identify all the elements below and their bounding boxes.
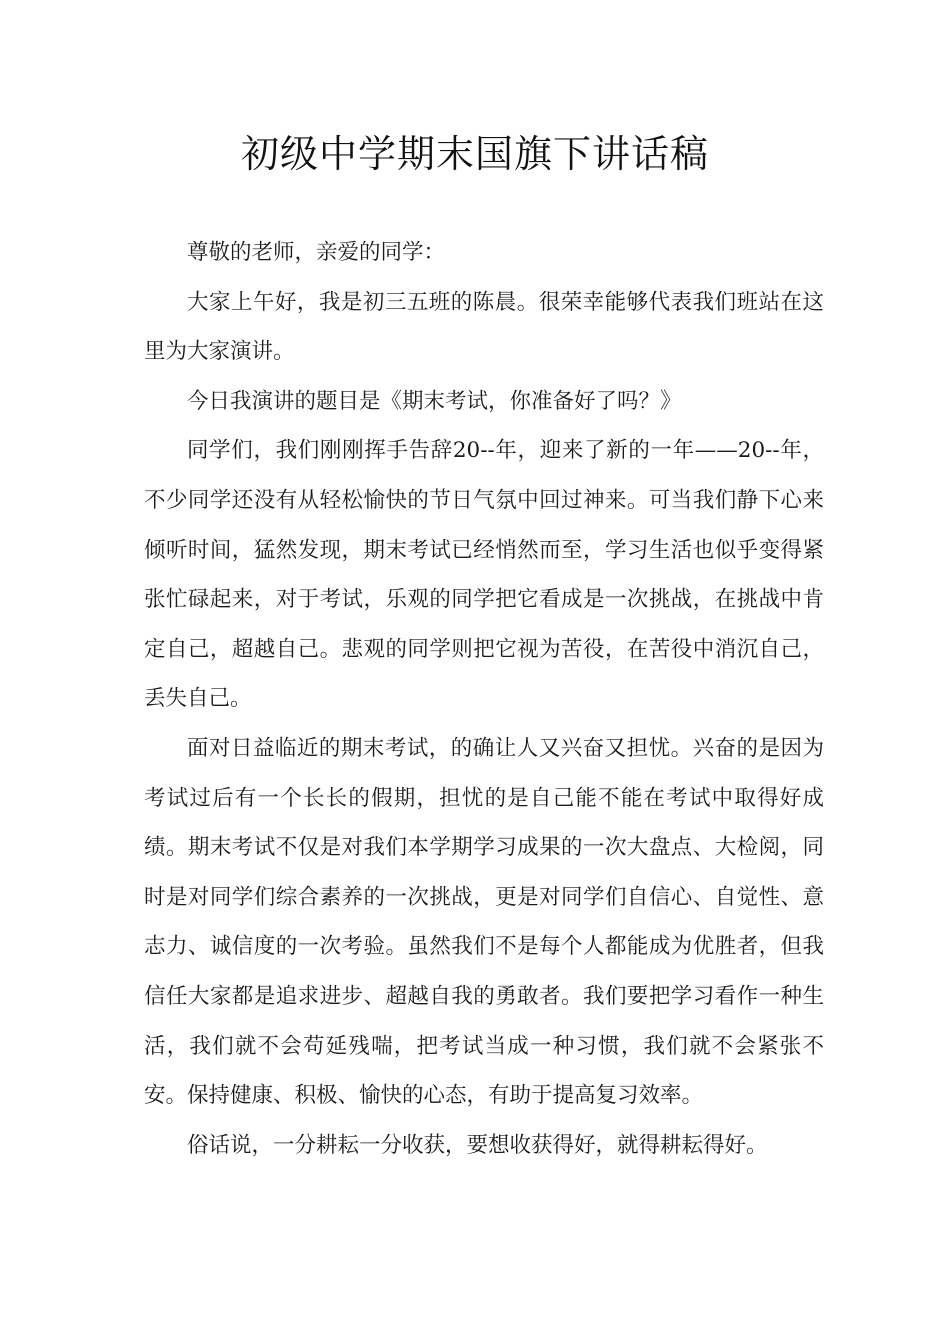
document-body <box>144 228 824 1170</box>
body-paragraph: 俗话说，一分耕耘一分收获，要想收获得好，就得耕耘得好。 <box>187 1132 768 1158</box>
body-paragraph: 同学们，我们刚刚挥手告辞20--年，迎来了新的一年——20--年，不少同学还没有从轻松愉快的节日气氛中回过神来。可当我们静下心来倾听时间，猛然发现，期末考试已经悄然而至，学习生活也似乎变得紧张忙碌起来，对于考试，乐观的同学把它看成是一次挑战，在挑战中肯定自己，超越自己。悲观的同学则把它视为苦役，在苦役中消沉自己，丢失自己。 <box>144 438 824 712</box>
body-paragraph: 大家上午好，我是初三五班的陈晨。很荣幸能够代表我们班站在这里为大家演讲。 <box>144 289 824 365</box>
body-paragraph: 面对日益临近的期末考试，的确让人又兴奋又担忧。兴奋的是因为考试过后有一个长长的假期，担忧的是自己能不能在考试中取得好成绩。期末考试不仅是对我们本学期学习成果的一次大盘点、大检阅，同时是对同学们综合素养的一次挑战，更是对同学们自信心、自觉性、意志力、诚信度的一次考验。虽然我们不是每个人都能成为优胜者，但我信任大家都是追求进步、超越自我的勇敢者。我们要把学习看作一种生活，我们就不会苟延残喘，把考试当成一种习惯，我们就不会紧张不安。保持健康、积极、愉快的心态，有助于提高复习效率。 <box>144 735 824 1109</box>
body-paragraph: 今日我演讲的题目是《期末考试，你准备好了吗？》 <box>187 388 682 414</box>
document-title: 初级中学期末国旗下讲话稿 <box>240 132 709 176</box>
salutation-paragraph: 尊敬的老师，亲爱的同学： <box>187 240 446 265</box>
